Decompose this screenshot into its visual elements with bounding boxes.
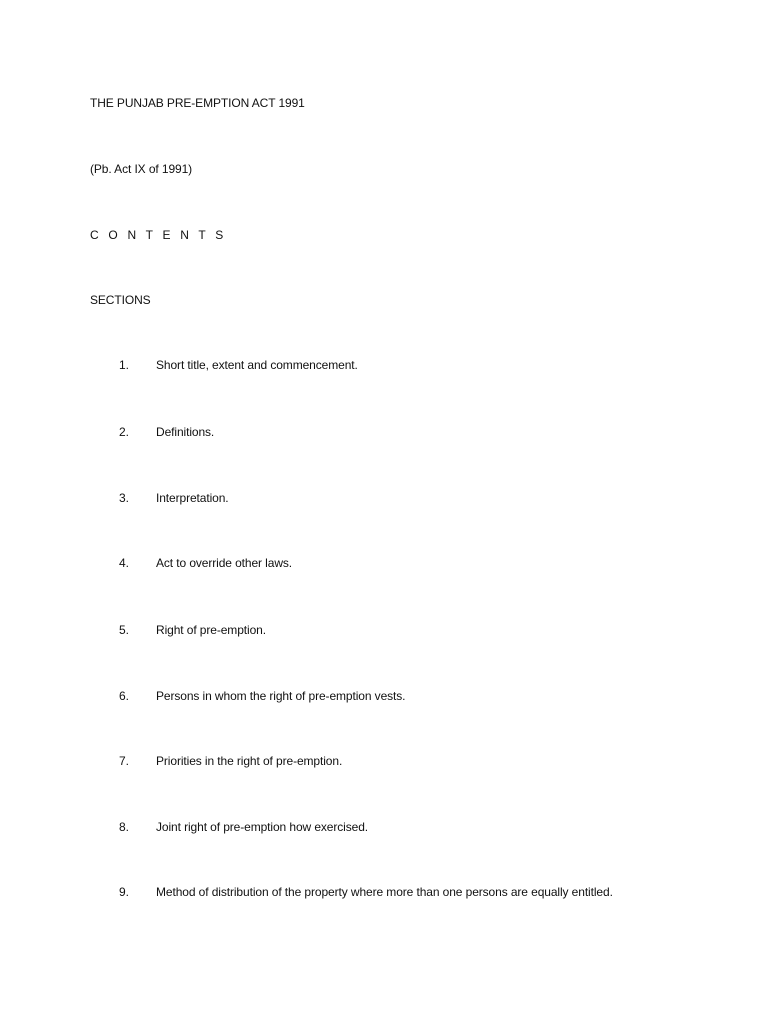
toc-item — [119, 884, 613, 900]
toc-item-text: Joint right of pre-emption how exercised. — [156, 820, 369, 834]
toc-item — [119, 688, 405, 704]
toc-item-number: 8. — [119, 820, 129, 834]
toc-item — [119, 622, 266, 638]
toc-item-text: Priorities in the right of pre-emption. — [156, 754, 343, 768]
toc-item-number: 2. — [119, 425, 129, 439]
toc-item-number: 5. — [119, 623, 129, 637]
toc-item-text: Short title, extent and commencement. — [156, 358, 358, 372]
toc-item-text: Method of distribution of the property where more than one persons are equally entitled. — [156, 885, 613, 899]
toc-item-number: 4. — [119, 556, 129, 570]
toc-item-text: Persons in whom the right of pre-emption vests. — [156, 689, 406, 703]
act-reference: (Pb. Act IX of 1991) — [90, 162, 193, 176]
sections-heading: SECTIONS — [90, 293, 151, 307]
toc-item-text: Right of pre-emption. — [156, 623, 266, 637]
toc-item-text: Definitions. — [156, 425, 215, 439]
toc-item — [119, 555, 292, 571]
toc-item-text: Act to override other laws. — [156, 556, 293, 570]
toc-item-number: 3. — [119, 491, 129, 505]
toc-item — [119, 357, 358, 373]
toc-item — [119, 753, 342, 769]
toc-item-number: 1. — [119, 358, 129, 372]
toc-item — [119, 424, 214, 440]
toc-item — [119, 490, 229, 506]
toc-item-number: 6. — [119, 689, 129, 703]
toc-item — [119, 819, 368, 835]
toc-item-number: 9. — [119, 885, 129, 899]
toc-item-text: Interpretation. — [156, 491, 229, 505]
contents-heading: C O N T E N T S — [90, 228, 227, 242]
toc-item-number: 7. — [119, 754, 129, 768]
document-title: THE PUNJAB PRE-EMPTION ACT 1991 — [90, 96, 305, 110]
